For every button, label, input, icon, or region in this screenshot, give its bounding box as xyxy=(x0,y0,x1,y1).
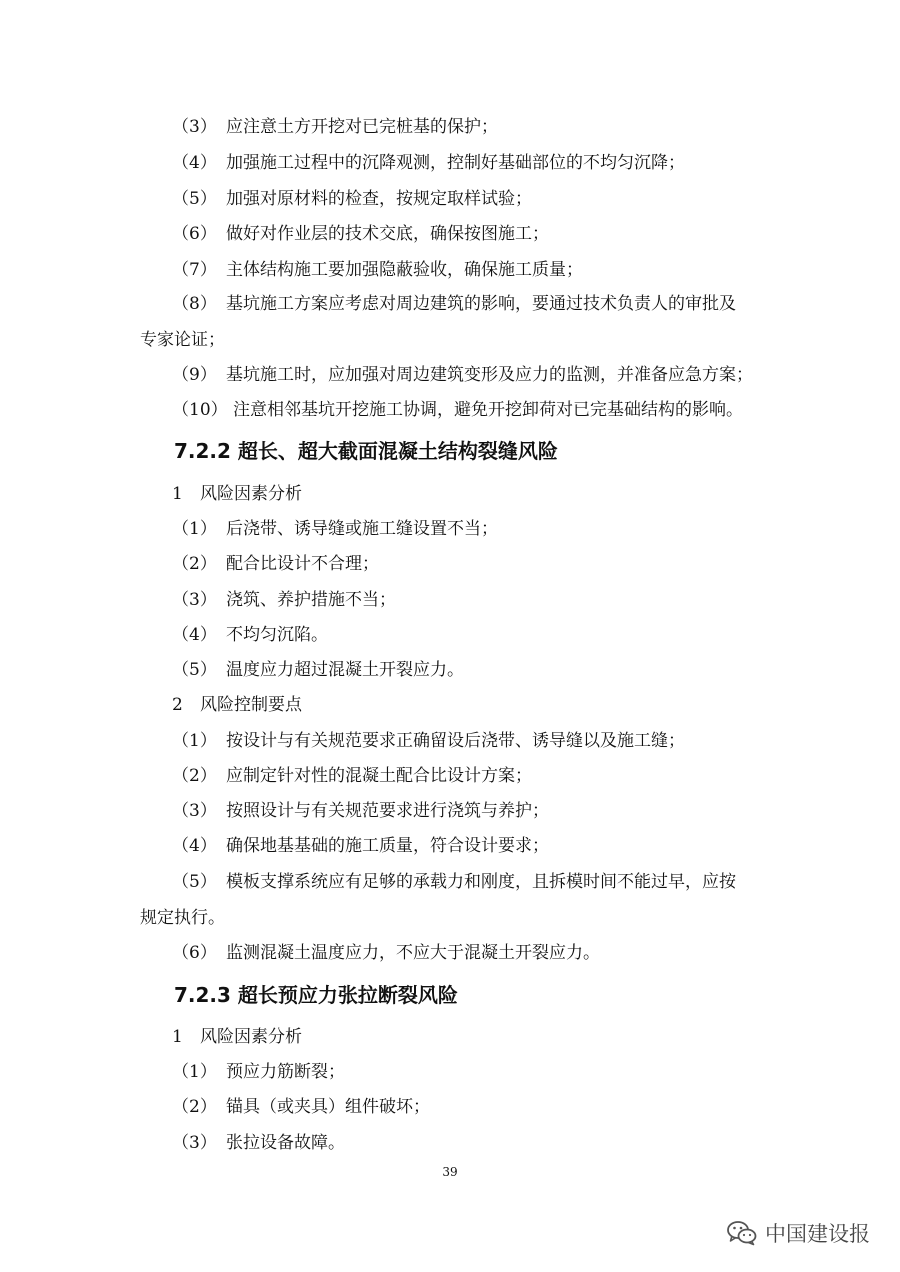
list-item xyxy=(0,289,900,319)
list-item xyxy=(0,255,900,285)
subsection-number: 1 xyxy=(172,1027,183,1047)
item-text: 监测混凝土温度应力，不应大于混凝土开裂应力。 xyxy=(226,943,600,963)
subsection-title xyxy=(0,479,900,509)
item-text: 张拉设备故障。 xyxy=(226,1133,345,1153)
list-item xyxy=(0,585,900,615)
item-number: （3） xyxy=(172,1133,217,1153)
list-item xyxy=(0,726,900,756)
item-number: （4） xyxy=(172,836,217,856)
list-item-continuation xyxy=(0,903,900,933)
list-item xyxy=(0,655,900,685)
list-item xyxy=(0,395,900,425)
list-item xyxy=(0,796,900,826)
item-text: 应注意土方开挖对已完桩基的保护； xyxy=(226,117,498,137)
item-text: 预应力筋断裂； xyxy=(226,1062,345,1082)
item-text: 按设计与有关规范要求正确留设后浇带、诱导缝以及施工缝； xyxy=(226,731,685,751)
item-number: （4） xyxy=(172,153,217,173)
list-item xyxy=(0,184,900,214)
subsection-text: 风险因素分析 xyxy=(200,1027,302,1047)
item-text: 基坑施工方案应考虑对周边建筑的影响，要通过技术负责人的审批及 xyxy=(226,294,736,314)
item-number: （6） xyxy=(172,943,217,963)
list-item xyxy=(0,148,900,178)
list-item xyxy=(0,620,900,650)
item-text: 温度应力超过混凝土开裂应力。 xyxy=(226,660,464,680)
list-item xyxy=(0,514,900,544)
item-text: 加强对原材料的检查，按规定取样试验； xyxy=(226,189,532,209)
item-number: （6） xyxy=(172,224,217,244)
list-item xyxy=(0,112,900,142)
item-number: （7） xyxy=(172,260,217,280)
list-item xyxy=(0,831,900,861)
item-number: （5） xyxy=(172,872,217,892)
item-text: 确保地基基础的施工质量，符合设计要求； xyxy=(226,836,549,856)
list-item xyxy=(0,1092,900,1122)
item-number: （3） xyxy=(172,117,217,137)
subsection-text: 风险因素分析 xyxy=(200,484,302,504)
item-text: 后浇带、诱导缝或施工缝设置不当； xyxy=(226,519,498,539)
item-number: （2） xyxy=(172,766,217,786)
item-text: 按照设计与有关规范要求进行浇筑与养护； xyxy=(226,801,549,821)
item-number: （1） xyxy=(172,519,217,539)
list-item xyxy=(0,219,900,249)
item-text: 基坑施工时，应加强对周边建筑变形及应力的监测，并准备应急方案； xyxy=(226,365,753,385)
subsection-number: 2 xyxy=(172,695,183,715)
item-text: 做好对作业层的技术交底，确保按图施工； xyxy=(226,224,549,244)
item-number: （2） xyxy=(172,1097,217,1117)
item-number: （2） xyxy=(172,554,217,574)
page-number: 39 xyxy=(442,1165,458,1179)
watermark xyxy=(727,1217,870,1249)
section-heading: 7.2.2 超长、超大截面混凝土结构裂缝风险 xyxy=(174,439,558,463)
item-number: （3） xyxy=(172,590,217,610)
item-text: 模板支撑系统应有足够的承载力和刚度，且拆模时间不能过早，应按 xyxy=(226,872,736,892)
subsection-text: 风险控制要点 xyxy=(200,695,302,715)
item-text: 配合比设计不合理； xyxy=(226,554,379,574)
list-item xyxy=(0,938,900,968)
item-text: 锚具（或夹具）组件破坏； xyxy=(226,1097,430,1117)
item-number: （3） xyxy=(172,801,217,821)
list-item xyxy=(0,360,900,390)
item-text: 不均匀沉陷。 xyxy=(226,625,328,645)
list-item xyxy=(0,761,900,791)
item-text: 浇筑、养护措施不当； xyxy=(226,590,396,610)
list-item xyxy=(0,867,900,897)
item-number: （10） xyxy=(172,400,228,420)
list-item xyxy=(0,1128,900,1158)
item-text-continuation: 专家论证； xyxy=(140,330,225,350)
item-number: （8） xyxy=(172,294,217,314)
item-text: 注意相邻基坑开挖施工协调，避免开挖卸荷对已完基础结构的影响。 xyxy=(233,400,743,420)
subsection-title xyxy=(0,1022,900,1052)
item-text: 应制定针对性的混凝土配合比设计方案； xyxy=(226,766,532,786)
watermark-text: 中国建设报 xyxy=(765,1222,870,1246)
list-item xyxy=(0,1057,900,1087)
list-item xyxy=(0,549,900,579)
subsection-title xyxy=(0,690,900,720)
subsection-number: 1 xyxy=(172,484,183,504)
list-item-continuation xyxy=(0,325,900,355)
item-number: （5） xyxy=(172,660,217,680)
item-number: （1） xyxy=(172,731,217,751)
item-number: （4） xyxy=(172,625,217,645)
section-heading: 7.2.3 超长预应力张拉断裂风险 xyxy=(174,983,458,1007)
item-text: 加强施工过程中的沉降观测，控制好基础部位的不均匀沉降； xyxy=(226,153,685,173)
wechat-icon xyxy=(727,1220,757,1246)
item-number: （5） xyxy=(172,189,217,209)
item-text: 主体结构施工要加强隐蔽验收，确保施工质量； xyxy=(226,260,583,280)
item-number: （1） xyxy=(172,1062,217,1082)
item-text-continuation: 规定执行。 xyxy=(140,908,225,928)
item-number: （9） xyxy=(172,365,217,385)
